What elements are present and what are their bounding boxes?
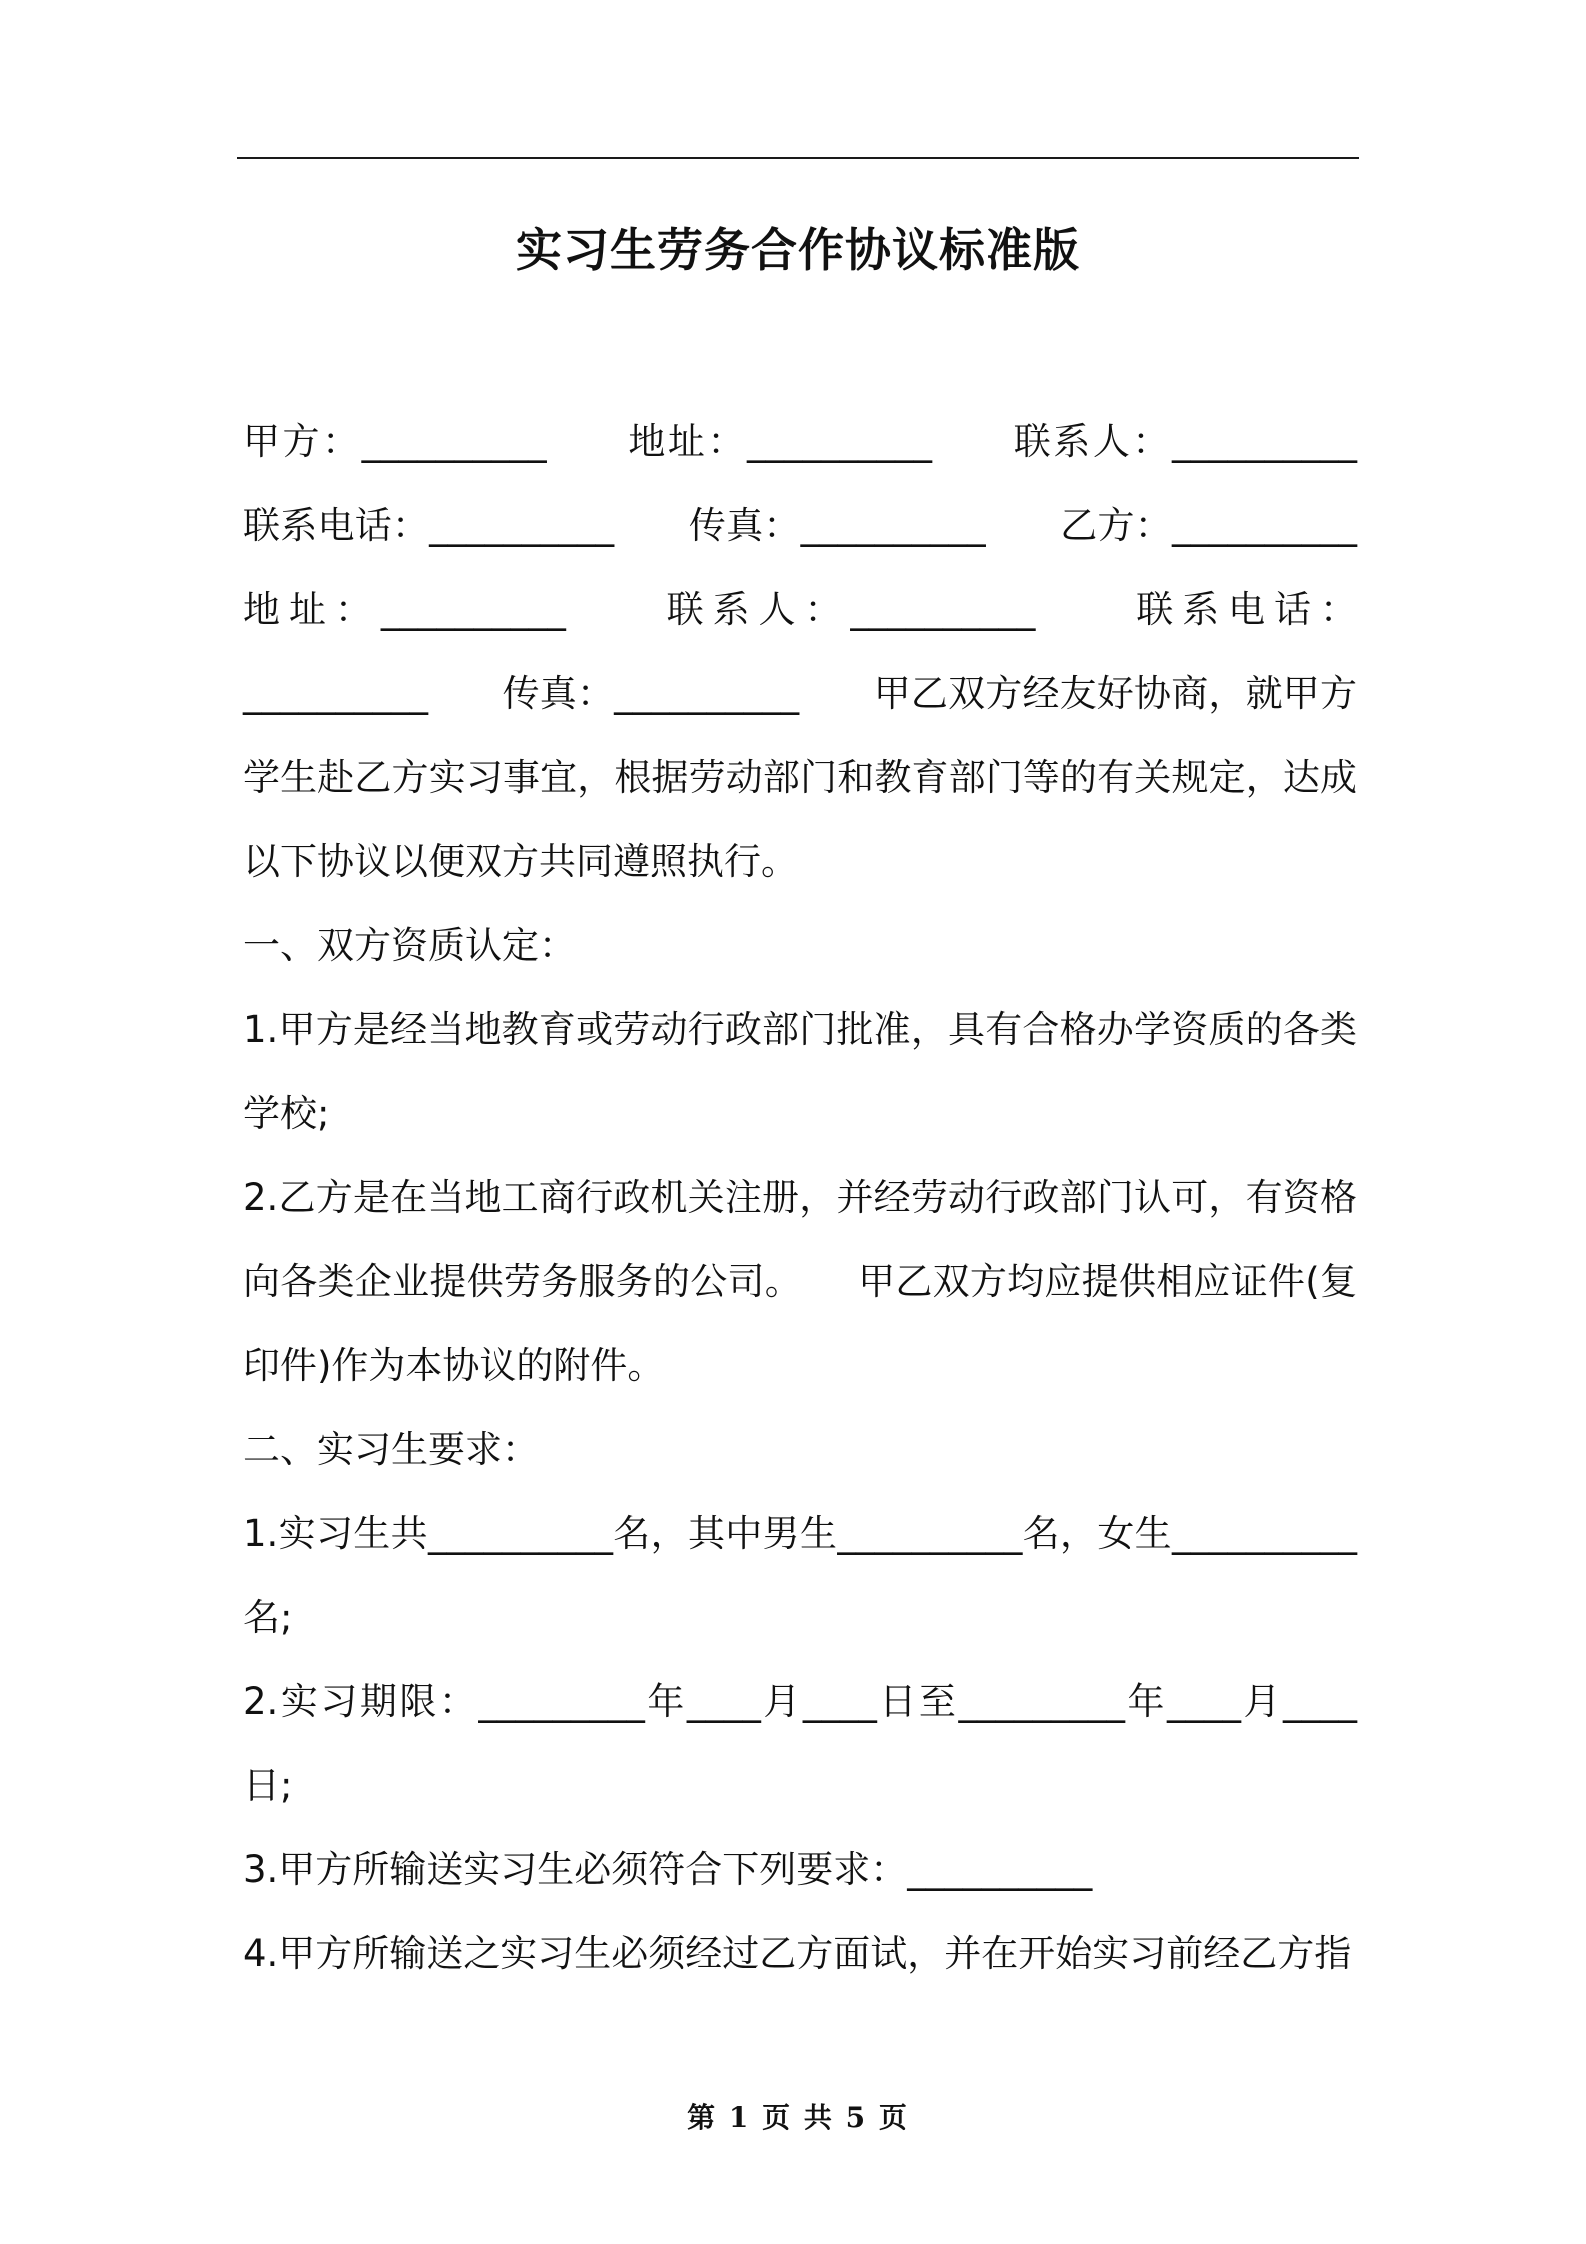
- clause-2-4: 4.甲方所输送之实习生必须经过乙方面试，并在开始实习前经乙方指: [243, 1932, 1352, 1975]
- clause-2-2: 2.实习期限：_________年____月____日至_________年____月____日;: [243, 1680, 1357, 1807]
- parties-line: 甲方：__________ 地址：__________ 联系人：__________: [243, 420, 1357, 463]
- document-body: [243, 400, 1357, 1996]
- header-rule: [237, 157, 1359, 159]
- document-title: 实习生劳务合作协议标准版: [516, 223, 1080, 277]
- parties-line: 地址：__________ 联系人：__________ 联系电话：: [243, 588, 1357, 631]
- parties-line: 联系电话：__________ 传真：__________ 乙方：__________: [243, 504, 1357, 547]
- clause-2-3: 3.甲方所输送实习生必须符合下列要求：__________: [243, 1848, 1093, 1891]
- clause-2-1: 1.实习生共__________名，其中男生__________名，女生__________名;: [243, 1512, 1357, 1639]
- parties-intro-text: __________ 传真：__________ 甲乙双方经友好协商，就甲方学生赴乙方实习事宜，根据劳动部门和教育部门等的有关规定，达成以下协议以便双方共同遵照执行。: [243, 672, 1357, 883]
- parties-paragraph: [243, 400, 1357, 904]
- section-heading-qualification: 一、双方资质认定：: [243, 924, 576, 967]
- section-heading-intern-requirements: 二、实习生要求：: [243, 1428, 539, 1471]
- clause-1-1: 1.甲方是经当地教育或劳动行政部门批准，具有合格办学资质的各类学校;: [243, 1008, 1357, 1135]
- clause-1-2: 2.乙方是在当地工商行政机关注册，并经劳动行政部门认可，有资格向各类企业提供劳务服务的公司。 甲乙双方均应提供相应证件(复印件)作为本协议的附件。: [243, 1176, 1357, 1387]
- page-footer: 第 1 页 共 5 页: [687, 2101, 909, 2134]
